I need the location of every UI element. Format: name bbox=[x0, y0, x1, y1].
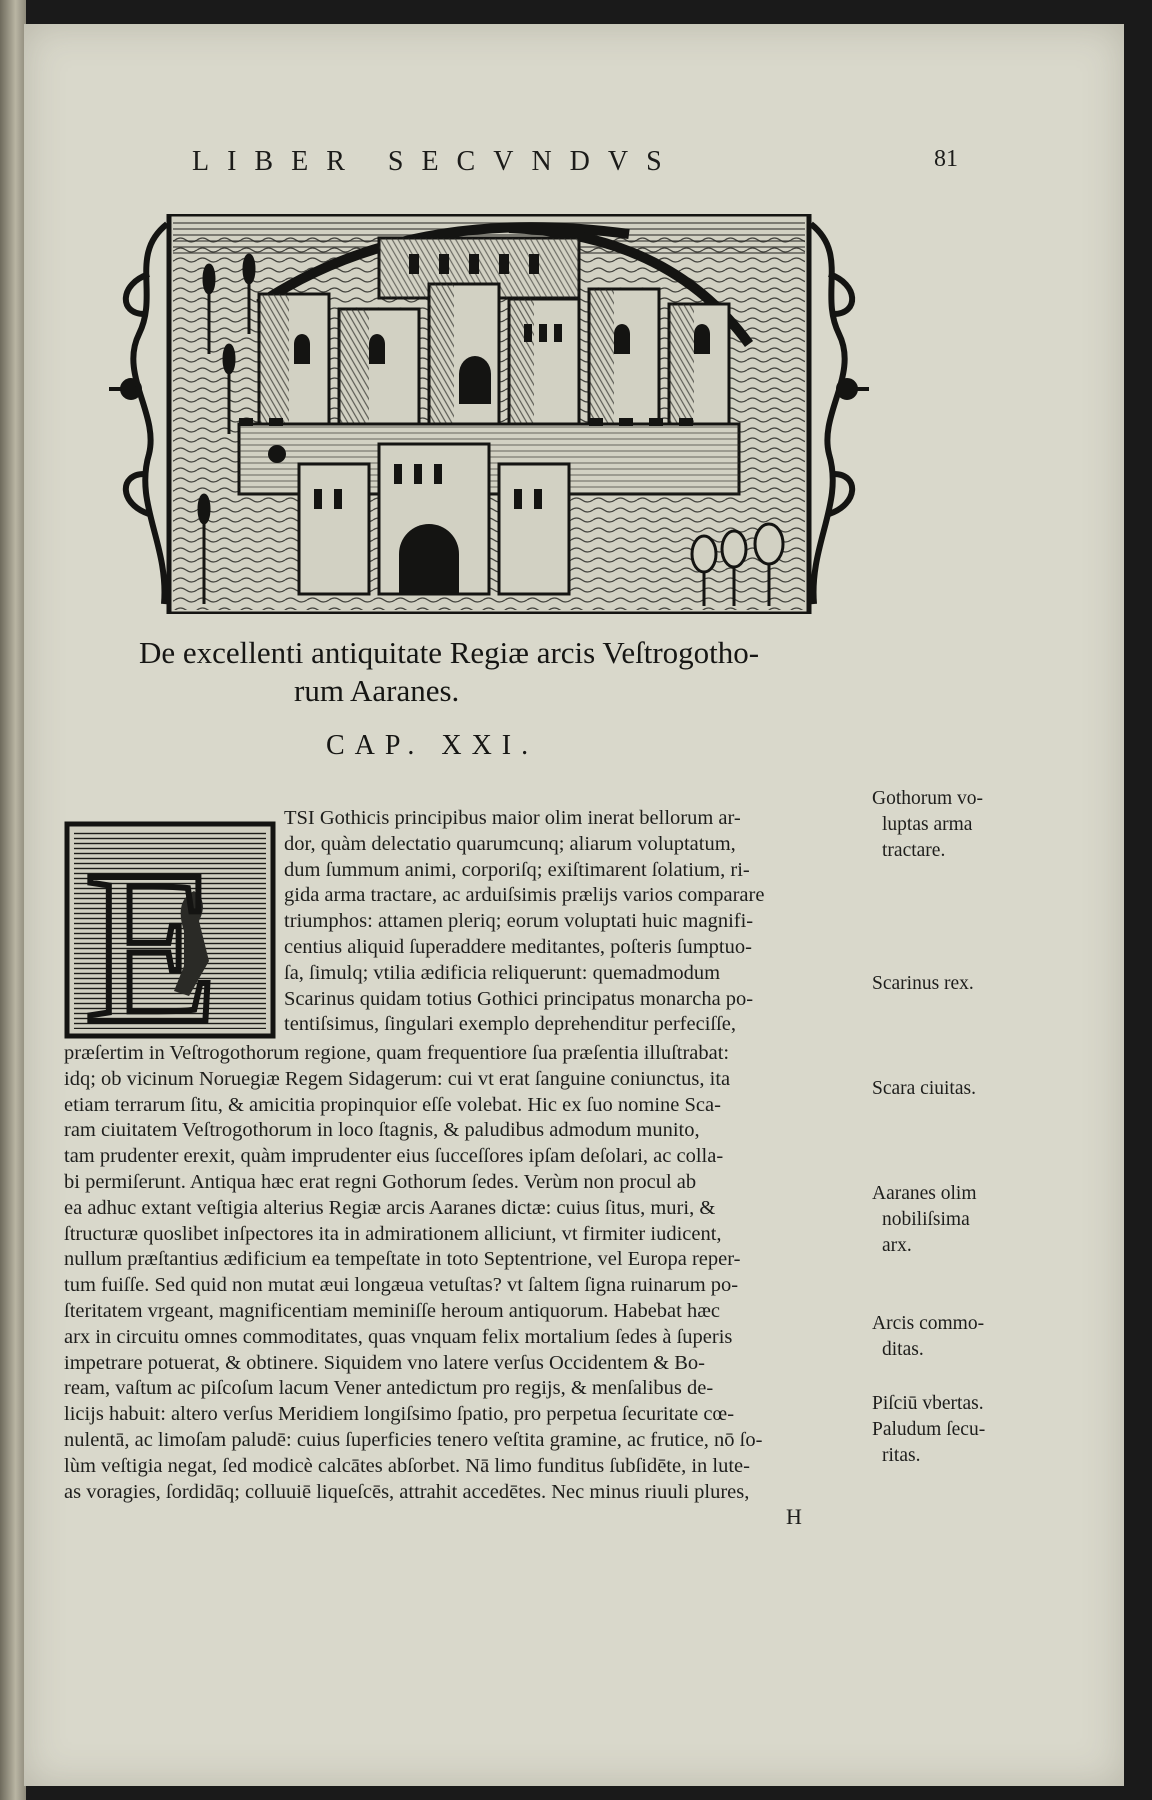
margin-note-line: Scara ciuitas. bbox=[872, 1078, 976, 1099]
text-line: nullum præſtantius ædificium ea tempeſtate in toto Septentrione, vel Europa reper- bbox=[64, 1248, 741, 1271]
text-line: ſa, ſimulq; vtilia ædificia reliquerunt: quemadmodum bbox=[284, 961, 721, 984]
facing-page-edge bbox=[0, 0, 26, 1800]
margin-note-line: Gothorum vo- bbox=[872, 788, 984, 809]
text-line: impetrare potuerat, & obtinere. Siquidem vno latere verſus Occidentem & Bo- bbox=[64, 1351, 705, 1374]
margin-note-line: luptas arma bbox=[882, 814, 973, 835]
margin-note-line: ditas. bbox=[882, 1339, 924, 1360]
running-title: LIBER SECVNDVS bbox=[192, 146, 680, 177]
left-ornament-icon bbox=[109, 224, 167, 604]
text-line: lùm veſtigia negat, ſed modicè calcātes abſorbet. Nā limo funditus ſubſidēte, in lute- bbox=[64, 1454, 750, 1477]
text-line: etiam terrarum ſitu, & amicitia propinquior eſſe volebat. Hic ex ſuo nomine Sca- bbox=[64, 1093, 721, 1116]
text-line: triumphos: attamen pleriq; eorum voluptati huic magnifi- bbox=[284, 910, 754, 933]
text-line: bi permiſerunt. Antiqua hæc erat regni Gothorum ſedes. Verùm non procul ab bbox=[64, 1170, 697, 1193]
text-line: tam prudenter erexit, quàm imprudenter eius ſucceſſores ipſam deſolari, ac colla- bbox=[64, 1145, 724, 1168]
margin-note-line: Aaranes olim bbox=[872, 1183, 977, 1204]
text-line: as voragies, ſordidāq; colluuiē liqueſcēs, attrahit accedētes. Nec minus riuuli plures, bbox=[64, 1480, 750, 1503]
text-line: ream, vaſtum ac piſcoſum lacum Vener antedictum pro regijs, & menſalibus de- bbox=[64, 1377, 714, 1400]
margin-note bbox=[872, 786, 1102, 864]
text-line: ea adhuc extant veſtigia alterius Regiæ arcis Aaranes dictæ: cuius ſitus, muri, & bbox=[64, 1196, 716, 1219]
text-line: dor, quàm delectatio quarumcunq; aliarum voluptatum, bbox=[284, 832, 736, 855]
book-page bbox=[24, 24, 1124, 1786]
chapter-title bbox=[139, 634, 839, 710]
text-line: centius aliquid ſuperaddere meditantes, poſteris ſumptuo- bbox=[284, 935, 752, 958]
running-head bbox=[24, 146, 1124, 186]
text-line: præſertim in Veſtrogothorum regione, quam frequentiore ſua præſentia illuſtrabat: bbox=[64, 1042, 730, 1064]
text-line: tentiſsimus, ſingulari exemplo deprehenditur perfeciſſe, bbox=[284, 1013, 737, 1036]
right-ornament-icon bbox=[811, 224, 869, 604]
text-line: nulentā, ac limoſam paludē: cuius ſuperficies tenero veſtita gramine, ac frutice, nō ſo- bbox=[64, 1428, 763, 1451]
text-line: dum ſummum animi, corporiſq; exiſtimarent ſolatium, ri- bbox=[284, 858, 750, 881]
text-line: ſtructuræ quoslibet inſpectores ita in admirationem alliciunt, vt firmiter iudicent, bbox=[64, 1222, 722, 1245]
body-text-bottom bbox=[64, 1041, 884, 1505]
body-text-top bbox=[284, 806, 884, 1038]
chapter-title-line: rum Aaranes. bbox=[294, 673, 460, 708]
text-line: idq; ob vicinum Noruegiæ Regem Sidagerum: cui vt erat ſanguine coniunctus, ita bbox=[64, 1067, 731, 1090]
initial-letter: E bbox=[84, 825, 219, 1039]
text-line: ſteritatem vrgeant, magnificentiam meminiſſe heroum antiquorum. Habebat hæc bbox=[64, 1299, 720, 1322]
margin-note bbox=[872, 1181, 1102, 1259]
decorated-initial bbox=[64, 821, 276, 1039]
margin-note-line: Arcis commo- bbox=[872, 1313, 985, 1334]
text-line: tum fuiſſe. Sed quid non mutat æui longæua vetuſtas? vt ſaltem ſigna ruinarum po- bbox=[64, 1274, 739, 1297]
text-line: gida arma tractare, ac arduiſsimis prælijs varios comparare bbox=[284, 884, 765, 907]
castle-woodcut-icon bbox=[109, 214, 869, 614]
margin-note bbox=[872, 1311, 1102, 1363]
margin-note-line: Paludum ſecu- bbox=[872, 1419, 986, 1440]
margin-note bbox=[872, 1076, 1102, 1102]
margin-note-line: tractare. bbox=[882, 840, 946, 861]
signature-mark: H bbox=[786, 1504, 802, 1529]
margin-note bbox=[872, 971, 1102, 997]
text-line: licijs habuit: altero verſus Meridiem longiſsimo ſpatio, pro perpetua ſecuritate cœ- bbox=[64, 1403, 735, 1426]
margin-note-line: ritas. bbox=[882, 1445, 921, 1466]
margin-note-line: nobiliſsima bbox=[882, 1209, 970, 1230]
margin-note bbox=[872, 1391, 1102, 1469]
margin-note-line: Piſciū vbertas. bbox=[872, 1393, 984, 1414]
text-line: arx in circuitu omnes commoditates, quas vnquam felix mortalium ſedes à ſuperis bbox=[64, 1325, 733, 1348]
text-line: ram ciuitatem Veſtrogothorum in loco ſtagnis, & paludibus admodum munito, bbox=[64, 1119, 700, 1142]
margin-note-line: Scarinus rex. bbox=[872, 973, 974, 994]
text-line: TSI Gothicis principibus maior olim inerat bellorum ar- bbox=[284, 807, 741, 829]
chapter-title-line: De excellenti antiquitate Regiæ arcis Veſtrogotho- bbox=[139, 635, 760, 670]
page-number: 81 bbox=[934, 146, 958, 172]
text-line: Scarinus quidam totius Gothici principatus monarcha po- bbox=[284, 987, 754, 1010]
chapter-number: CAP. XXI. bbox=[326, 730, 539, 761]
margin-note-line: arx. bbox=[882, 1235, 912, 1256]
